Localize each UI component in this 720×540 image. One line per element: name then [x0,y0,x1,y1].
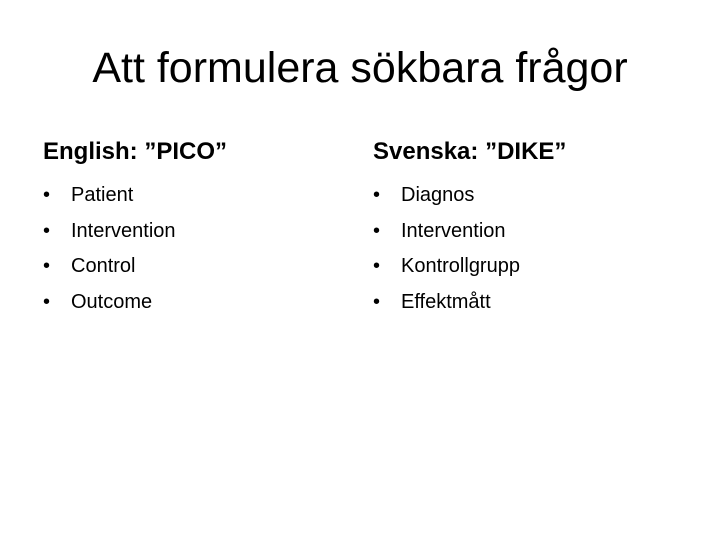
pico-column [43,136,343,320]
dike-item-label: Effektmått [401,290,491,313]
bullet-icon: • [373,290,381,313]
pico-item-label: Outcome [71,290,153,313]
dike-heading: Svenska: ”DIKE” [373,138,567,165]
dike-item-label: Diagnos [401,184,475,206]
dike-item-label: Kontrollgrupp [401,255,520,277]
bullet-icon: • [373,184,381,206]
dike-item-intervention [373,214,693,250]
pico-item-label: Control [71,255,136,277]
pico-item-patient [43,178,343,214]
dike-item-diagnos [373,178,693,214]
slide-title: Att formulera sökbara frågor [92,44,628,92]
bullet-icon: • [373,255,381,277]
bullet-icon: • [373,219,381,242]
dike-list [373,178,693,320]
dike-item-label: Intervention [401,219,506,242]
dike-column [373,136,693,320]
pico-item-intervention [43,214,343,250]
pico-item-control [43,249,343,285]
pico-item-label: Intervention [71,219,176,242]
bullet-icon: • [43,219,51,242]
dike-item-effektmatt [373,285,693,321]
pico-heading: English: ”PICO” [43,138,228,165]
pico-item-label: Patient [71,184,134,206]
bullet-icon: • [43,255,51,277]
dike-item-kontrollgrupp [373,249,693,285]
pico-item-outcome [43,285,343,321]
bullet-icon: • [43,184,51,206]
pico-list [43,178,343,320]
bullet-icon: • [43,290,51,313]
